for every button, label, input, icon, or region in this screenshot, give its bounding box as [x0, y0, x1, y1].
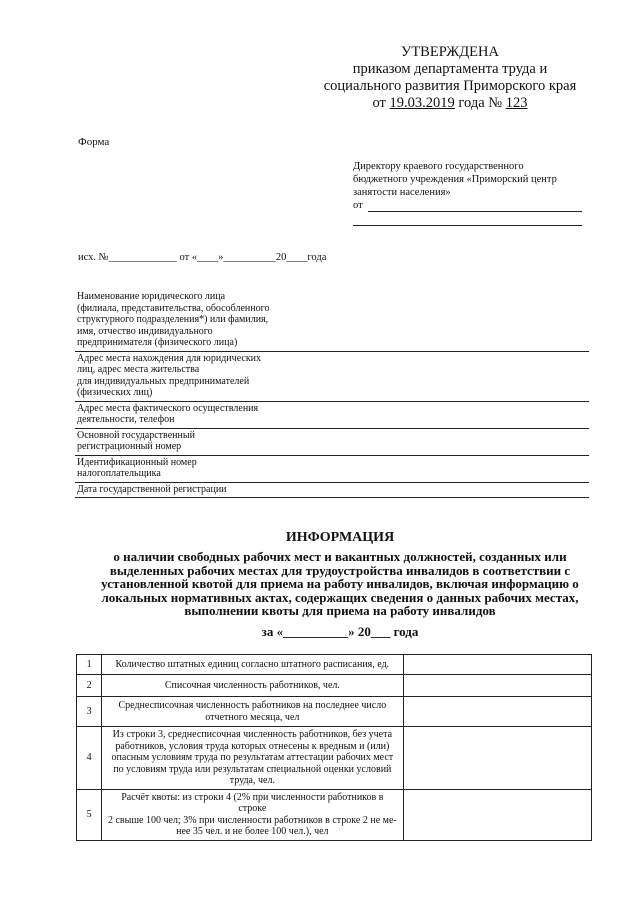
row-value-cell[interactable] [403, 727, 591, 790]
row-description-line: нее 35 чел. и не более 100 чел.), чел [176, 826, 329, 837]
org-field-label-line: регистрационный номер [77, 441, 182, 452]
org-field-label-line: (физических лиц) [77, 387, 153, 398]
subtitle-line: выделенных рабочих местах для трудоустройства инвалидов в соответствии с [109, 562, 571, 578]
org-field [75, 352, 589, 402]
addressee-block [353, 160, 593, 212]
subtitle-line: о наличии свободных рабочих мест и вакантных должностей, созданных или [113, 549, 567, 564]
reporting-period: за «__________» 20___ года [261, 624, 419, 639]
form-label: Форма [78, 136, 110, 148]
approval-department: социального развития Приморского края [323, 78, 577, 94]
approval-stamp [300, 44, 600, 112]
org-field [75, 483, 589, 499]
org-field-label-line: Основной государственный [77, 429, 195, 441]
subtitle-line: выполнении квоты для приема на работу инвалидов [184, 603, 496, 618]
addressee-from-line [368, 211, 582, 212]
table-row [77, 655, 592, 675]
table-row [77, 727, 592, 790]
approval-order: приказом департамента труда и [352, 61, 548, 77]
organization-fields [75, 290, 589, 498]
row-description-line: отчетного месяца, чел [205, 711, 300, 723]
row-description-line: Списочная численность работников, чел. [164, 679, 340, 691]
row-description-line: Количество штатных единиц согласно штатного расписания, ед. [115, 658, 390, 670]
org-field [75, 429, 589, 456]
addressee-from: от [353, 200, 363, 211]
document-title: ИНФОРМАЦИЯ [285, 530, 395, 545]
org-field-label-line: лиц, адрес места жительства [77, 364, 200, 375]
subtitle-line: локальных нормативных актах, содержащих сведения о данных рабочих местах, [101, 589, 579, 605]
org-field [75, 402, 589, 429]
org-field [75, 456, 589, 483]
row-description [102, 675, 403, 697]
row-description [102, 655, 403, 675]
row-description [102, 697, 403, 727]
addressee-line-2: бюджетного учреждения «Приморский центр [353, 174, 557, 185]
row-description-line: 2 свыше 100 чел; 3% при численности работников в строке 2 не ме- [107, 814, 397, 826]
table-row [77, 789, 592, 840]
addressee-line-3: занятости населения» [353, 187, 451, 198]
org-field-label-line: (филиала, представительства, обособленного [77, 302, 270, 314]
org-field-label-line: имя, отчество индивидуального [77, 325, 213, 337]
row-description [102, 727, 403, 790]
row-number: 5 [77, 789, 102, 840]
row-value-cell[interactable] [403, 655, 591, 675]
org-field-label-line: Дата государственной регистрации [77, 483, 227, 495]
org-field-label-line: Адрес места нахождения для юридических [77, 352, 262, 364]
org-field-label-line: деятельности, телефон [77, 414, 175, 425]
quota-table-body [77, 655, 592, 841]
approval-date: 19.03.2019 [389, 95, 455, 111]
org-field-label-line: Адрес места фактического осуществления [77, 402, 259, 414]
quota-table [76, 654, 592, 841]
row-description-line: работников, условия труда которых отнесены к вредным и (или) [115, 740, 390, 752]
org-field-label-line: Идентификационный номер [77, 456, 197, 468]
row-description-line: Среднесписочная численность работников на последнее число [118, 700, 387, 711]
approval-title: УТВЕРЖДЕНА [401, 44, 499, 60]
approval-number: 123 [505, 95, 528, 111]
subtitle-line: установленной квотой для приема на работу инвалидов, включая информацию о [101, 576, 579, 591]
addressee-second-line [353, 225, 582, 226]
org-field-label-line: для индивидуальных предпринимателей [77, 375, 250, 387]
row-number: 4 [77, 727, 102, 790]
row-value-cell[interactable] [403, 675, 591, 697]
approval-date-line [300, 95, 600, 112]
row-number: 2 [77, 675, 102, 697]
table-row [77, 697, 592, 727]
table-row [77, 675, 592, 697]
row-description-line: Расчёт квоты: из строки 4 (2% при численности работников в строке [121, 791, 384, 814]
row-description-line: по условиям труда или результатам специальной оценки условий [113, 763, 392, 775]
org-field [75, 290, 589, 352]
approval-prefix: от [372, 95, 386, 111]
document-subtitle [70, 550, 610, 618]
outgoing-number-line: исх. №_____________ от «____»__________20____года [78, 252, 327, 263]
row-description-line: труда, чел. [229, 775, 275, 786]
addressee-line-1: Директору краевого государственного [353, 161, 524, 172]
row-number: 1 [77, 655, 102, 675]
org-field-label-line: структурного подразделения*) или фамилия, [77, 314, 269, 325]
row-description-line: опасным условиям труда по результатам аттестации рабочих мест [111, 752, 394, 763]
row-value-cell[interactable] [403, 697, 591, 727]
org-field-label-line: предпринимателя (физического лица) [77, 337, 238, 348]
org-field-label-line: Наименование юридического лица [77, 291, 226, 302]
approval-middle: года № [458, 95, 503, 111]
row-description-line: Из строки 3, среднесписочная численность работников, без учета [112, 729, 393, 740]
row-number: 3 [77, 697, 102, 727]
row-description [102, 789, 403, 840]
row-value-cell[interactable] [403, 789, 591, 840]
org-field-label-line: налогоплательщика [77, 468, 161, 479]
